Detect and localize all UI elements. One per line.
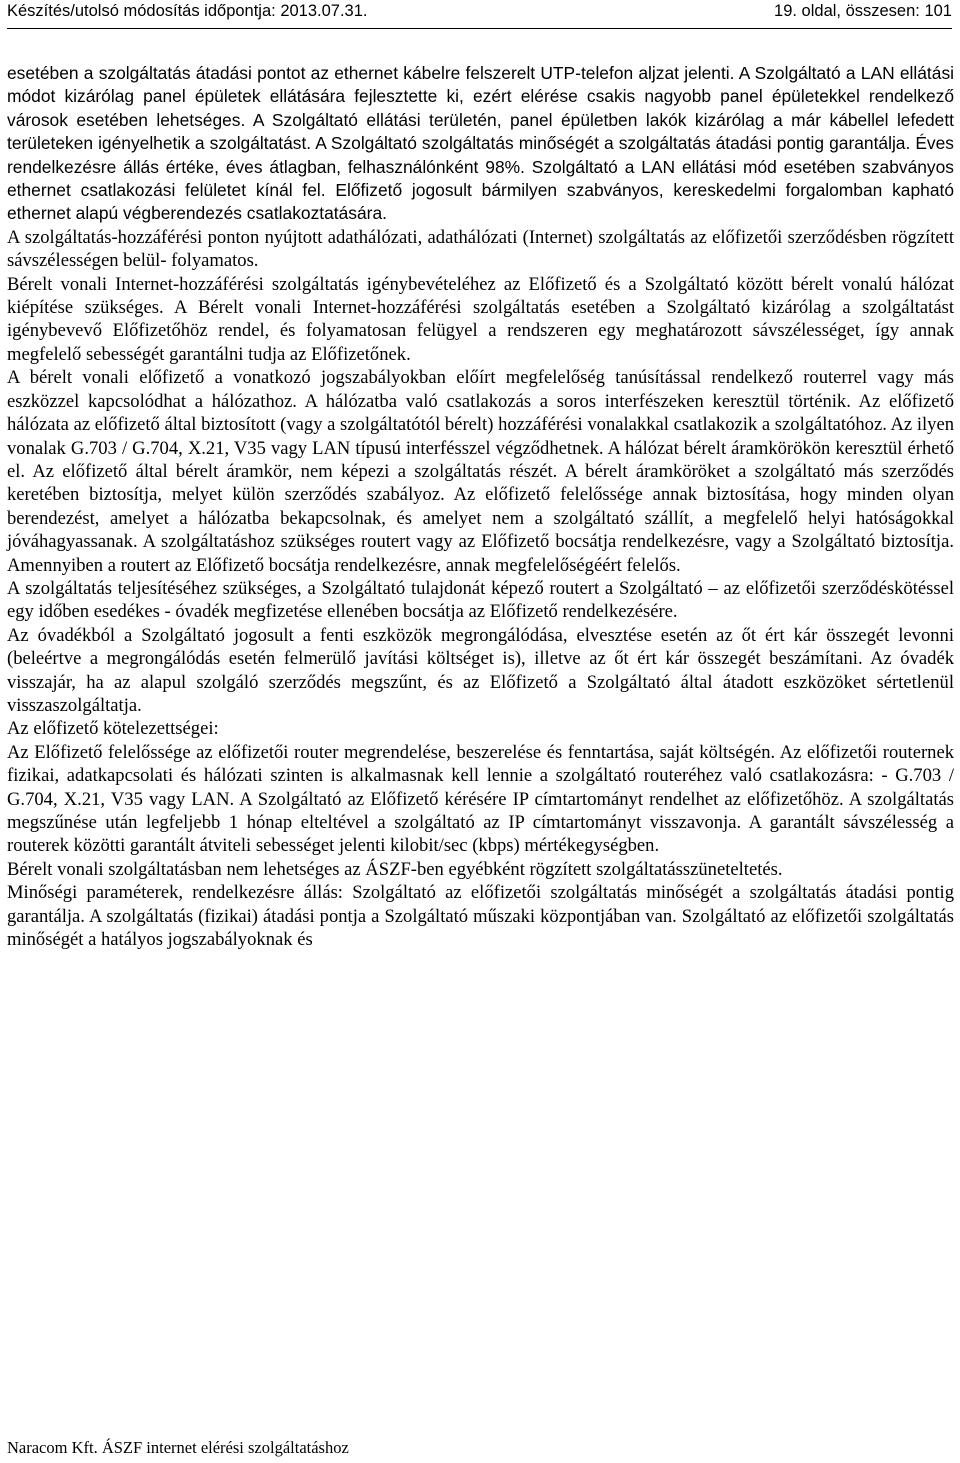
page-footer: Naracom Kft. ÁSZF internet elérési szolgáltatáshoz [7,1438,349,1457]
paragraph-text: A bérelt vonali előfizető a vonatkozó jogszabályokban előírt megfelelőség tanúsítással rendelkező routerrel vagy más eszközzel kapcsolódhat a hálózathoz. A hálózatba való csatlakozás a soros interfészeken keresztül történik. Az előfizető hálózata az előfizető által biztosított (vagy a szolgáltatótól bérelt) hozzáférési vonalakkal csatlakozik a szolgáltatóhoz. Az ilyen vonalak G.703 / G.704, X.21, V35 vagy LAN típusú interfésszel végződhetnek. A hálózat bérelt áramkörökön keresztül érhető el. Az előfizető által bérelt áramkör, nem képezi a szolgáltatás részét. A bérelt áramköröket a szolgáltató más szerződés keretében biztosítja, melyet külön szerződés szabályoz. Az előfizető felelőssége annak biztosítása, hogy minden olyan berendezést, amelyet a hálózatba bekapcsolnak, és amelyet nem a szolgáltató szállít, a megfelelő helyi hatóságokkal jóváhagyassanak. A szolgáltatáshoz szükséges routert vagy az Előfizető bocsátja rendelkezésre, vagy a Szolgáltató biztosítja. Amennyiben a routert az Előfizető bocsátja rendelkezésre, annak megfelelőségéért felelős. [7,367,954,576]
header-modification-date: Készítés/utolsó módosítás időpontja: 2013.07.31. [7,2,368,20]
header-rule [7,28,952,29]
document-body [7,62,954,951]
paragraph-suspension [7,858,954,881]
paragraph-quality-parameters [7,881,954,951]
paragraph-text: Bérelt vonali Internet-hozzáférési szolgáltatás igénybevételéhez az Előfizető és a Szolgáltató között bérelt vonalú hálózat kiépítése szükséges. A Bérelt vonali Internet-hozzáférési szolgáltatás esetében a Szolgáltató kizárólag a szolgáltatást igénybevevő Előfizetőhöz rendel, és folyamatosan felügyel a rendszeren egy meghatározott sávszélességet, így annak megfelelő sebességét garantálni tudja az Előfizetőnek. [7,273,954,365]
paragraph-text: esetében a szolgáltatás átadási pontot az ethernet kábelre felszerelt UTP-telefon aljzat jelenti. A Szolgáltató a LAN ellátási módot kizárólag panel épületek ellátására fejlesztette ki, ezért elérése csakis nagyobb panel épületekkel rendelkező városok esetében lehetséges. A Szolgáltató ellátási területén, panel épületben lakók kizárólag a már kábellel lefedett területeken igényelhetik a szolgáltatást. A Szolgáltató szolgáltatás minőségét a szolgáltatás átadási pontig garantálja. Éves rendelkezésre állás értéke, éves átlagban, felhasználónként 98%. Szolgáltató a LAN ellátási mód esetében szabványos ethernet csatlakozási felületet kínál fel. Előfizető jogosult bármilyen szabványos, kereskedelmi forgalomban kapható ethernet alapú végberendezés csatlakoztatására. [7,63,954,224]
paragraph-text: A szolgáltatás-hozzáférési ponton nyújtott adathálózati, adathálózati (Internet) szolgáltatás az előfizetői szerződésben rögzített sávszélességen belül- folyamatos. [7,226,954,272]
paragraph-subscriber-obligations [7,741,954,858]
paragraph-text: Az óvadékból a Szolgáltató jogosult a fenti eszközök megrongálódása, elvesztése esetén az őt ért kár összegét levonni (beleértve a megrongálódás esetén felmerülő javítási költséget is), illetve az őt ért kár összegét beszámítani. Az óvadék visszajár, ha az alapul szolgáló szerződés megszűnt, és az Előfizető a Szolgáltató által átadott eszközöket sértetlenül visszaszolgáltatja. [7,624,954,716]
paragraph-text: Bérelt vonali szolgáltatásban nem lehetséges az ÁSZF-ben egyébként rögzített szolgáltatásszüneteltetés. [7,858,783,880]
paragraph-text: Az előfizető kötelezettségei: [7,718,219,740]
paragraph-deposit-terms [7,624,954,718]
page-header [7,0,952,22]
paragraph-text: A szolgáltatás teljesítéséhez szükséges, a Szolgáltató tulajdonát képező routert a Szolgáltató – az előfizetői szerződéskötéssel egy időben esedékes - óvadék megfizetése ellenében bocsátja az Előfizető rendelkezésére. [7,577,954,623]
paragraph-text: Az Előfizető felelőssége az előfizetői router megrendelése, beszerelése és fenntartása, saját költségén. Az előfizetői routernek fizikai, adatkapcsolati és hálózati szinten is alkalmasnak kell lennie a szolgáltató routeréhez való csatlakozásra: - G.703 / G.704, X.21, V35 vagy LAN. A Szolgáltató az Előfizető kérésére IP címtartományt rendelhet az előfizetőhöz. A szolgáltatás megszűnése után legfeljebb 1 hónap elteltével a szolgáltató az IP címtartományt visszavonja. A garantált sávszélesség a routerek közötti garantált átviteli sebességet jelenti kilobit/sec (kbps) mértékegységben. [7,741,954,857]
header-page-number: 19. oldal, összesen: 101 [774,2,952,20]
paragraph-lan-service [7,62,954,226]
paragraph-text: Minőségi paraméterek, rendelkezésre állás: Szolgáltató az előfizetői szolgáltatás minőségét a szolgáltatás átadási pontig garantálja. A szolgáltatás (fizikai) átadási pontja a Szolgáltató műszaki központjában van. Szolgáltató az előfizetői szolgáltatás minőségét a hatályos jogszabályoknak és [7,882,954,951]
paragraph-router-requirements [7,366,954,577]
paragraph-obligations-heading [7,717,954,740]
paragraph-leased-line [7,273,954,367]
paragraph-access-point [7,226,954,273]
paragraph-router-deposit [7,577,954,624]
